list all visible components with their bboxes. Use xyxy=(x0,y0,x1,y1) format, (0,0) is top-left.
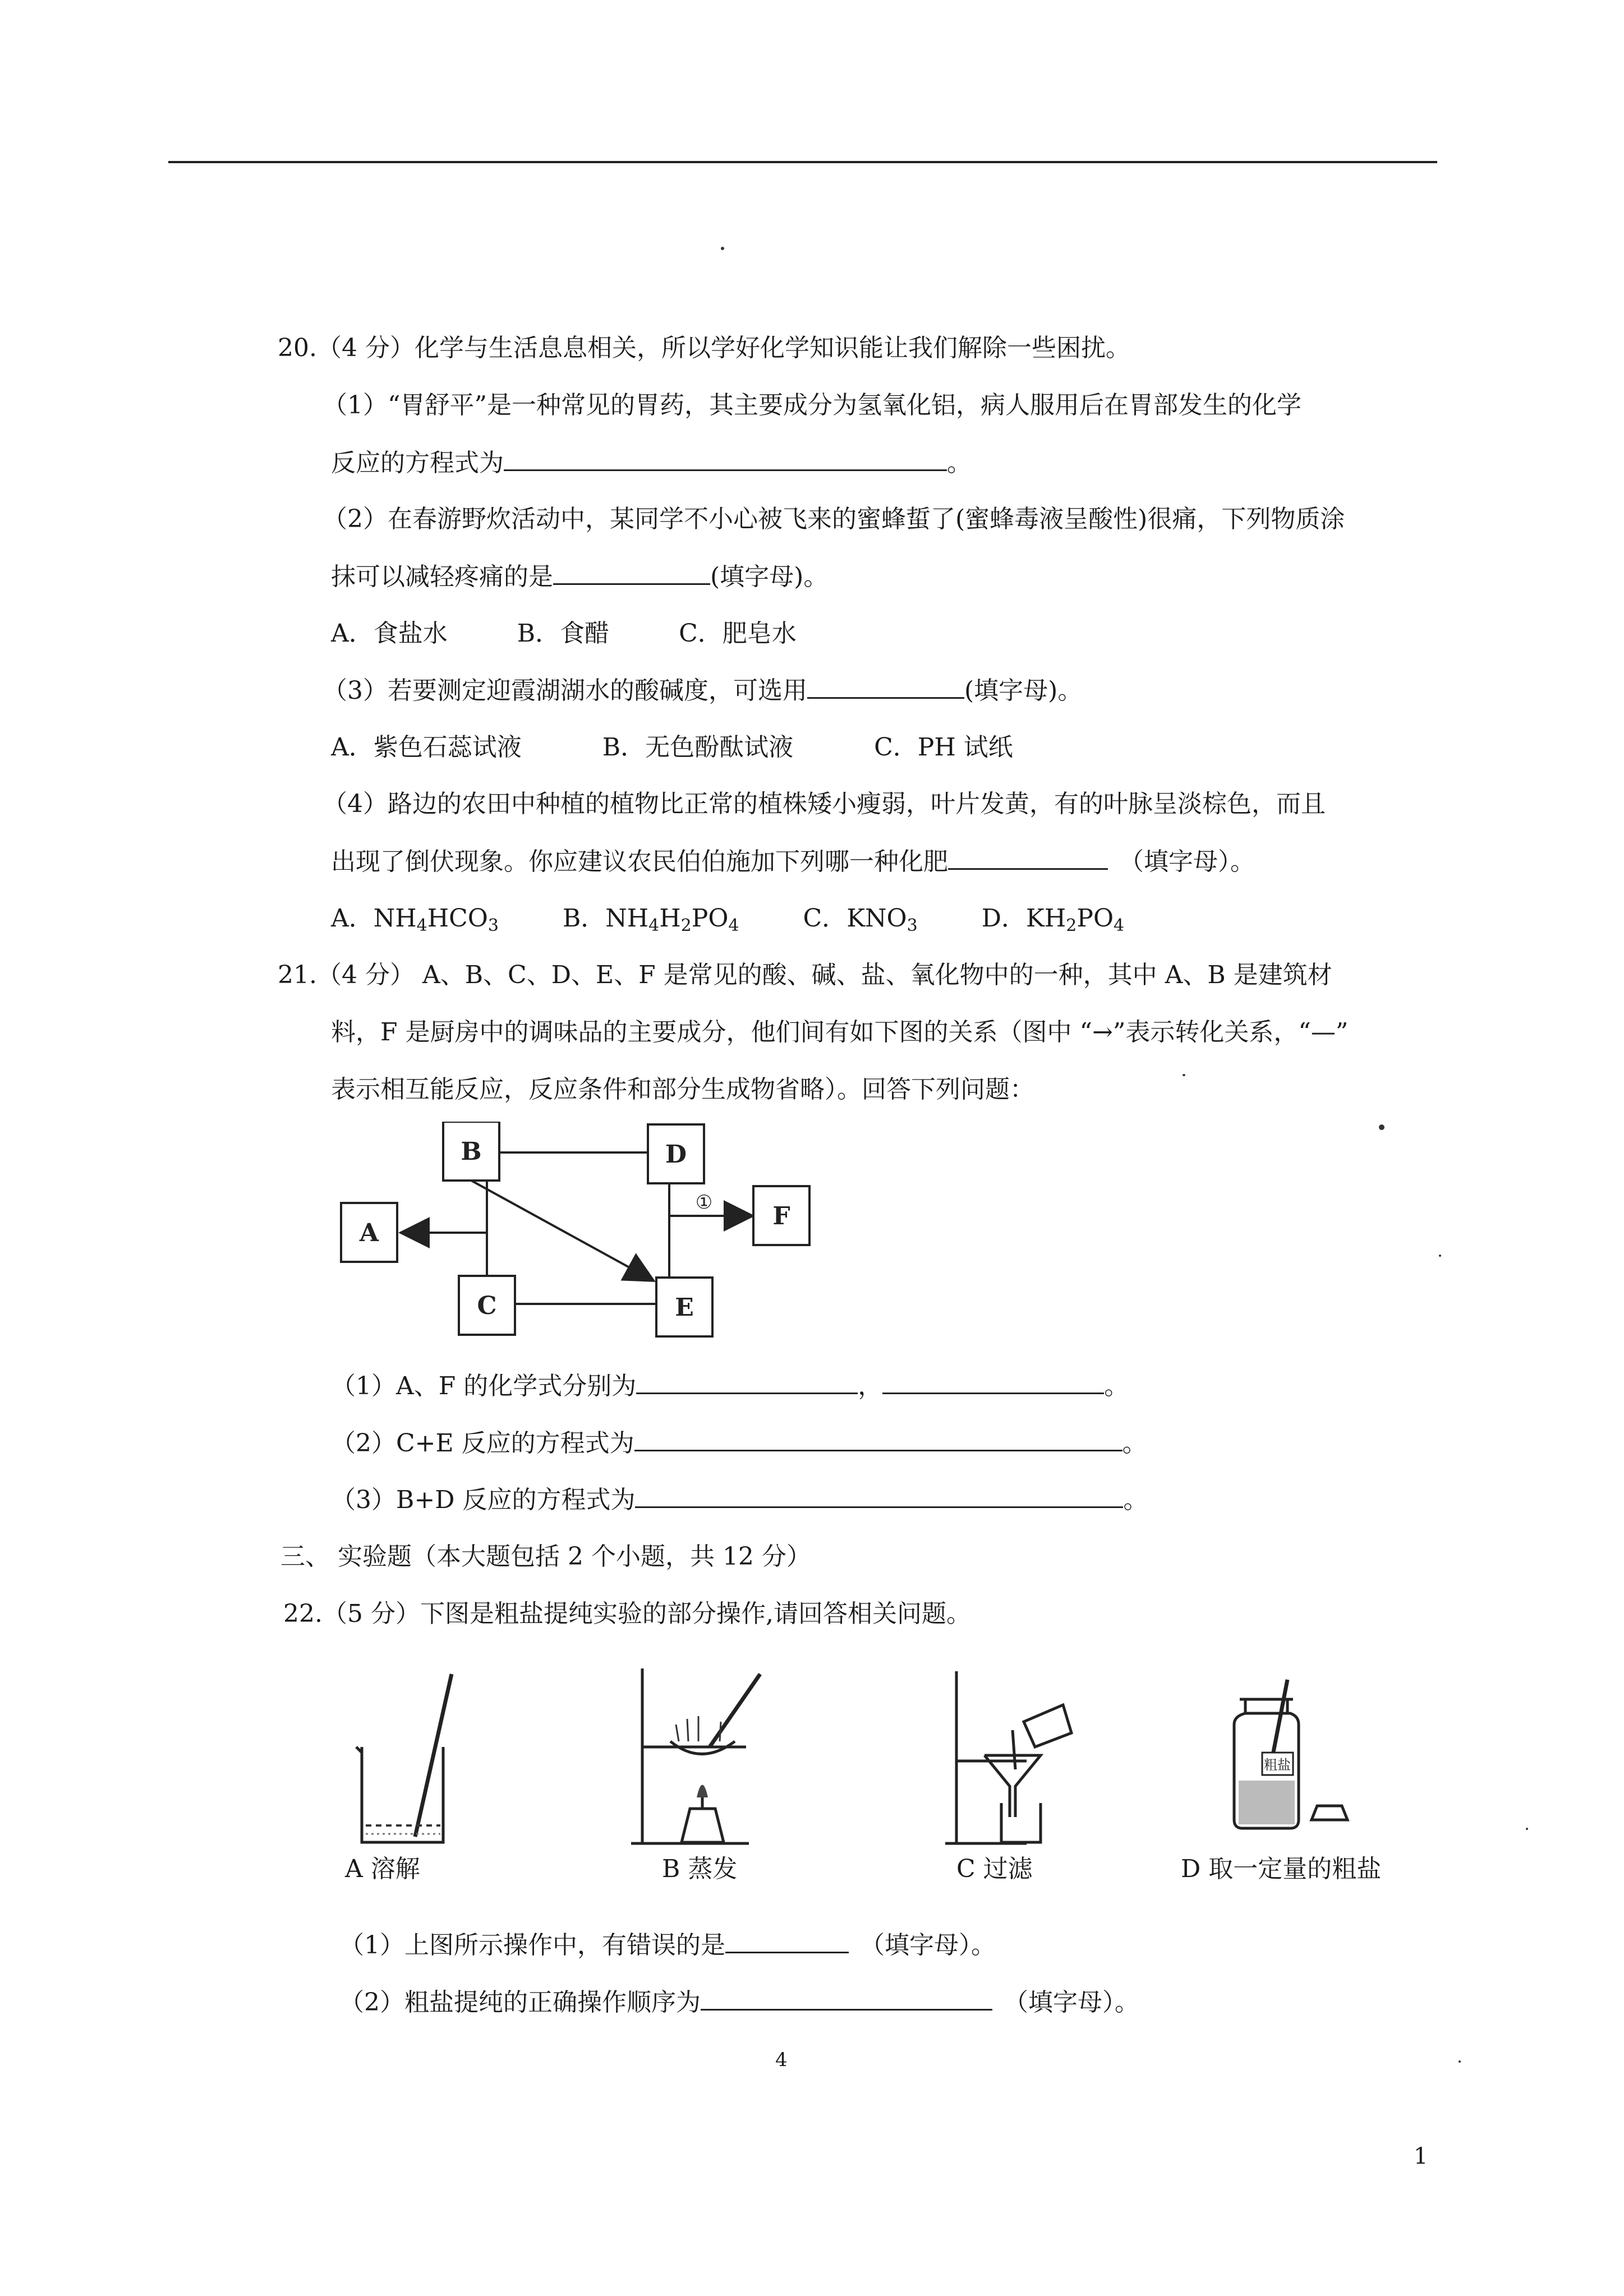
q21-stem-line2: 料，F 是厨房中的调味品的主要成分，他们间有如下图的关系（图中 “→”表示转化关系，“—” xyxy=(331,1018,1349,1046)
option-c: C．$KNO_3$ xyxy=(803,904,918,935)
option-c: C．肥皂水 xyxy=(679,619,797,648)
q21-sub1-prompt: （1）A、F 的化学式分别为 xyxy=(331,1372,637,1400)
glass-rod xyxy=(710,1674,760,1747)
scan-speck xyxy=(1439,1255,1441,1257)
caption-d: D 取一定量的粗盐 xyxy=(1181,1855,1382,1883)
node-c: C xyxy=(477,1292,497,1320)
q20-part1-line2 xyxy=(331,447,972,479)
page-number-center: 4 xyxy=(775,2049,788,2071)
section-three-heading: 三、 实验题（本大题包括 2 个小题，共 12 分） xyxy=(280,1542,811,1571)
stopper xyxy=(1312,1806,1347,1820)
glass-rod xyxy=(1013,1730,1015,1769)
scan-speck xyxy=(1183,1074,1185,1076)
q21-stem-line1: 21.（4 分） A、B、C、D、E、F 是常见的酸、碱、盐、氧化物中的一种，其中 A、B 是建筑材 xyxy=(278,961,1332,989)
node-a: A xyxy=(359,1219,379,1247)
q20-part4-line1: （4）路边的农田中种植的植物比正常的植株矮小瘦弱，叶片发黄，有的叶脉呈淡棕色，而且 xyxy=(323,790,1326,818)
q20-part2-options xyxy=(331,618,797,649)
caption-c: C 过滤 xyxy=(956,1855,1033,1883)
q20-part3-prompt: （3）若要测定迎霞湖湖水的酸碱度，可选用 xyxy=(323,676,807,705)
arrow-label: ① xyxy=(695,1191,713,1214)
q20-part4-options xyxy=(331,903,1124,934)
option-c: C．PH 试纸 xyxy=(874,733,1013,762)
jar-label: 粗盐 xyxy=(1264,1757,1291,1773)
q20-part3-options xyxy=(331,732,1013,763)
caption-a: A 溶解 xyxy=(345,1855,420,1883)
apparatus-c-filtration xyxy=(942,1663,1077,1854)
scan-speck xyxy=(721,247,724,250)
option-a: A．紫色石蕊试液 xyxy=(331,733,522,762)
node-b: B xyxy=(461,1137,482,1166)
page-number-corner: 1 xyxy=(1414,2143,1428,2169)
flame xyxy=(697,1785,708,1798)
q22-sub2-blank[interactable] xyxy=(701,1986,992,2011)
beaker xyxy=(1001,1803,1041,1842)
q22-sub1: （1）上图所示操作中，有错误的是 （填字母）。 xyxy=(339,1929,996,1961)
scan-speck xyxy=(1459,2060,1461,2063)
q20-part4-end: （填字母）。 xyxy=(1119,847,1255,876)
option-b: B．食醋 xyxy=(517,619,610,648)
q20-part2-line1: （2）在春游野炊活动中，某同学不小心被飞来的蜜蜂蜇了(蜜蜂毒液呈酸性)很痛，下列物质涂 xyxy=(323,505,1345,533)
q22-sub2-prompt: （2）粗盐提纯的正确操作顺序为 xyxy=(339,1988,701,2017)
q21-stem-line3: 表示相互能反应，反应条件和部分生成物省略）。回答下列问题： xyxy=(331,1075,1034,1104)
q20-part2-prompt: 抹可以减轻疼痛的是 xyxy=(331,563,553,591)
apparatus-d-taking-salt xyxy=(1217,1668,1352,1854)
option-b: B．$NH_4H_2PO_4$ xyxy=(562,904,739,935)
header-rule xyxy=(168,161,1437,163)
option-a: A．食盐水 xyxy=(331,619,448,648)
q21-sub2-blank[interactable] xyxy=(634,1427,1122,1451)
node-f: F xyxy=(772,1202,790,1230)
apparatus-a-dissolving xyxy=(353,1668,466,1854)
q20-part3 xyxy=(323,675,1082,707)
q22-sub2: （2）粗盐提纯的正确操作顺序为 （填字母）。 xyxy=(339,1986,1139,2018)
q20-part1-prompt: 反应的方程式为 xyxy=(331,449,504,477)
q22-stem: 22.（5 分）下图是粗盐提纯实验的部分操作,请回答相关问题。 xyxy=(283,1599,971,1628)
q20-part1-answer-blank[interactable] xyxy=(504,447,947,471)
option-d: D．$KH_2PO_4$ xyxy=(981,904,1125,935)
q20-part1-end: 。 xyxy=(947,449,972,477)
crude-salt-fill xyxy=(1239,1781,1295,1824)
apparatus-b-evaporation xyxy=(625,1663,783,1854)
option-a: A．$NH_4HCO_3$ xyxy=(331,904,499,935)
option-b: B．无色酚酞试液 xyxy=(602,733,794,762)
arrow-b-e xyxy=(471,1181,652,1280)
pouring-beaker xyxy=(1024,1705,1071,1747)
node-d: D xyxy=(665,1140,687,1169)
q20-part2-answer-blank[interactable] xyxy=(553,561,710,585)
relation-diagram xyxy=(331,1122,836,1357)
glass-rod xyxy=(415,1674,452,1837)
q20-stem: 20.（4 分）化学与生活息息相关，所以学好化学知识能让我们解除一些困扰。 xyxy=(278,334,1130,362)
caption-b: B 蒸发 xyxy=(662,1855,738,1883)
q22-sub1-prompt: （1）上图所示操作中，有错误的是 xyxy=(339,1931,725,1960)
scan-speck xyxy=(1526,1828,1528,1830)
q20-part1-line1: （1）“胃舒平”是一种常见的胃药，其主要成分为氢氧化铝，病人服用后在胃部发生的化学 xyxy=(323,391,1301,419)
scan-speck xyxy=(1379,1124,1384,1130)
q20-part4-line2 xyxy=(331,846,1255,878)
q20-part4-prompt: 出现了倒伏现象。你应建议农民伯伯施加下列哪一种化肥 xyxy=(331,847,948,876)
q20-part3-end: (填字母)。 xyxy=(964,676,1083,705)
q21-sub3-prompt: （3）B+D 反应的方程式为 xyxy=(331,1486,636,1514)
q21-sub3: （3）B+D 反应的方程式为 。 xyxy=(331,1484,1148,1516)
alcohol-lamp xyxy=(682,1809,724,1842)
q21-sub1-blank-f[interactable] xyxy=(882,1370,1104,1394)
q21-sub3-blank[interactable] xyxy=(635,1484,1123,1508)
q22-sub1-blank[interactable] xyxy=(725,1929,849,1953)
q20-part4-answer-blank[interactable] xyxy=(948,846,1108,870)
q21-sub2: （2）C+E 反应的方程式为 。 xyxy=(331,1427,1147,1459)
q21-sub1-blank-a[interactable] xyxy=(636,1370,858,1394)
q20-part2-end: (填字母)。 xyxy=(710,563,829,591)
q21-sub2-prompt: （2）C+E 反应的方程式为 xyxy=(331,1429,634,1458)
q20-part2-line2 xyxy=(331,561,828,593)
q21-sub1: （1）A、F 的化学式分别为 ， 。 xyxy=(331,1370,1129,1402)
node-e: E xyxy=(675,1293,694,1322)
q20-part3-answer-blank[interactable] xyxy=(807,675,964,699)
